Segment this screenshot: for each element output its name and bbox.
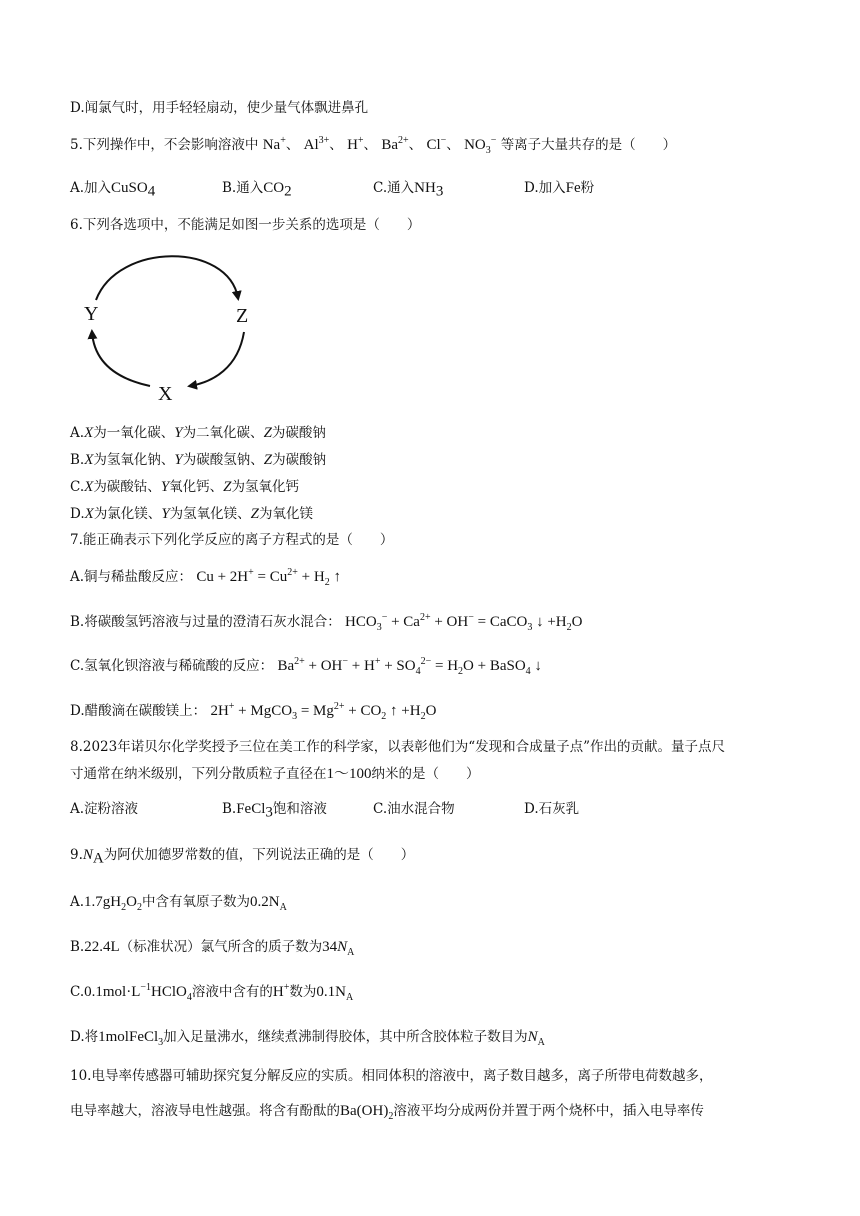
arrow-z-to-x [190, 332, 244, 386]
ion-no3: $NO_3^-$ [464, 135, 497, 156]
equation-d: 2H+ + MgCO$_3$ = $Mg^{2+} + CO_2$ ↑ $+H_2O$ [210, 701, 437, 722]
equation-a: $Cu + 2H^+ = Cu^{2+} + H_2$ ↑ [196, 567, 341, 588]
q9-option-c: $C.0.1mol\cdot L^{-1}HClO_4$溶液中含有的H+数为$0.1N_A$ [70, 982, 354, 1003]
q8-option-d: D.石灰乳 [524, 801, 580, 817]
equation-b: $HCO_3^- + Ca^{2+} + OH^-$ = CaCO$_3$ ↓ $+H_2O$ [345, 612, 583, 633]
ion-h: H+ [347, 135, 364, 153]
q5-stem: 5.下列操作中，不会影响溶液中 Na+、 $Al^{3+}$、 H+、 $Ba^{2+}$、 Cl−、 $NO_3^-$ 等离子大量共存的是（ ） [70, 135, 677, 156]
q9-option-d: D.将1molFeCl$_3$加入足量沸水，继续煮沸制得胶体，其中所含胶体粒子数目为$N_A$ [70, 1029, 545, 1048]
node-x: X [158, 383, 173, 405]
q9-stem: $9.N_A$为阿伏加德罗常数的值，下列说法正确的是（ ） [70, 847, 415, 867]
q5-option-c: C.通入$NH_3$ [373, 180, 444, 200]
q8-stem-line1: 8.2023年诺贝尔化学奖授予三位在美工作的科学家，以表彰他们为“发现和合成量子点”作出的贡献。量子点尺 [70, 739, 726, 755]
q5-option-d: D.加入Fe粉 [524, 180, 595, 196]
q6-option-b: B.X为氢氧化钠、Y为碳酸氢钠、Z为碳酸钠 [70, 452, 327, 468]
q8-option-b: B.FeCl$_3$饱和溶液 [222, 801, 327, 821]
ion-cl: Cl− [426, 135, 447, 153]
q5-stem-text: 5.下列操作中，不会影响溶液中 [70, 137, 259, 153]
q9-option-b: B.22.4L（标准状况）氯气所含的质子数为$34N_A$ [70, 939, 355, 958]
q4-option-d: D.闻氯气时，用手轻轻扇动，使少量气体飘进鼻孔 [70, 100, 369, 116]
q8-stem-line2: 寸通常在纳米级别，下列分散质粒子直径在1～100纳米的是（ ） [70, 766, 480, 782]
cycle-diagram [78, 250, 268, 410]
q8-option-c: C.油水混合物 [373, 801, 455, 817]
q7-option-b: B.将碳酸氢钙溶液与过量的澄清石灰水混合： $HCO_3^- + Ca^{2+} + OH^-$ = CaCO$_3$ ↓ $+H_2O$ [70, 612, 583, 633]
node-z: Z [236, 305, 249, 327]
q6-stem: 6.下列各选项中，不能满足如图一步关系的选项是（ ） [70, 217, 421, 233]
q7-option-a: A.铜与稀盐酸反应： $Cu + 2H^+ = Cu^{2+} + H_2$ ↑ [70, 567, 341, 588]
q9-option-a: $A.1.7gH_2O_2$中含有氧原子数为$0.2N_A$ [70, 894, 287, 913]
ion-al: $Al^{3+}$ [303, 135, 330, 153]
ion-ba: $Ba^{2+}$ [381, 135, 409, 153]
q5-option-a: A.加入CuSO$_4$ [70, 180, 156, 200]
q6-option-d: D.X为氯化镁、Y为氢氧化镁、Z为氧化镁 [70, 506, 313, 522]
q6-option-a: A.X为一氧化碳、Y为二氧化碳、Z为碳酸钠 [70, 425, 326, 441]
q8-option-a: A.淀粉溶液 [70, 801, 139, 817]
q5-option-b: B.通入$CO_2$ [222, 180, 292, 200]
q7-stem: 7.能正确表示下列化学反应的离子方程式的是（ ） [70, 532, 394, 548]
q7-option-d: D.醋酸滴在碳酸镁上： 2H+ + MgCO$_3$ = $Mg^{2+} + CO_2$ ↑ $+H_2O$ [70, 701, 437, 722]
ion-na: Na+ [262, 135, 286, 153]
q10-line1: 10.电导率传感器可辅助探究复分解反应的实质。相同体积的溶液中，离子数目越多，离子所带电荷数越多， [70, 1068, 713, 1084]
q6-option-c: C.X为碳酸钴、Y氧化钙、Z为氢氧化钙 [70, 479, 299, 495]
q7-option-c: C.氢氧化钡溶液与稀硫酸的反应： $Ba^{2+} + OH^- + H^+ + SO_4^{2-} = H_2O$ + BaSO$_4$ ↓ [70, 656, 542, 677]
arrow-x-to-y [92, 332, 150, 386]
node-y: Y [84, 303, 99, 325]
arrow-y-to-z [96, 256, 238, 300]
q10-line2: 电导率越大，溶液导电性越强。将含有酚酞的$Ba(OH)_2$溶液平均分成两份并置于两个烧杯中，插入电导率传 [70, 1103, 704, 1122]
equation-c: $Ba^{2+} + OH^- + H^+ + SO_4^{2-} = H_2O$ + BaSO$_4$ ↓ [277, 656, 542, 677]
